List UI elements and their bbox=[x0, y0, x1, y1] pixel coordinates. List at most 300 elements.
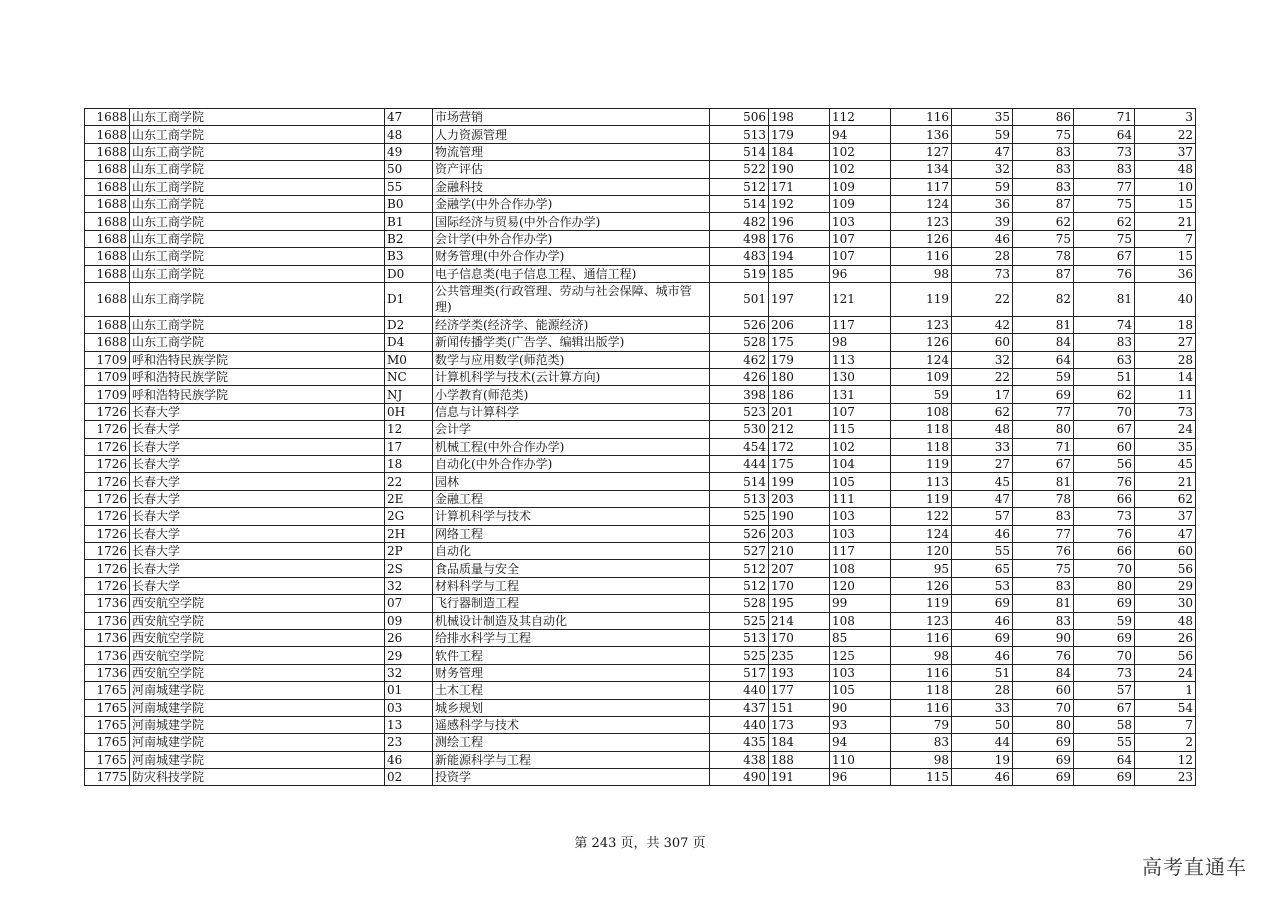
table-row bbox=[85, 386, 1196, 403]
cell-score-b: 109 bbox=[830, 178, 891, 195]
cell-score-total: 526 bbox=[710, 316, 769, 333]
cell-major-code: 07 bbox=[385, 595, 433, 612]
cell-score-e: 69 bbox=[1013, 386, 1074, 403]
cell-school-name: 山东工商学院 bbox=[130, 109, 385, 126]
cell-major-name: 自动化(中外合作办学) bbox=[433, 456, 710, 473]
cell-score-a: 203 bbox=[769, 490, 830, 507]
cell-score-total: 523 bbox=[710, 403, 769, 420]
cell-major-code: B1 bbox=[385, 213, 433, 230]
cell-major-name: 信息与计算科学 bbox=[433, 403, 710, 420]
cell-score-d: 69 bbox=[952, 629, 1013, 646]
table-row bbox=[85, 751, 1196, 768]
cell-score-e: 83 bbox=[1013, 577, 1074, 594]
cell-score-c: 123 bbox=[891, 213, 952, 230]
cell-major-code: 22 bbox=[385, 473, 433, 490]
cell-score-g: 12 bbox=[1135, 751, 1196, 768]
cell-major-code: D0 bbox=[385, 265, 433, 282]
cell-score-a: 193 bbox=[769, 664, 830, 681]
cell-score-e: 83 bbox=[1013, 161, 1074, 178]
table-row bbox=[85, 525, 1196, 542]
cell-score-f: 67 bbox=[1074, 421, 1135, 438]
cell-score-g: 48 bbox=[1135, 161, 1196, 178]
cell-school-code: 1688 bbox=[85, 195, 130, 212]
table-row bbox=[85, 126, 1196, 143]
cell-score-e: 76 bbox=[1013, 647, 1074, 664]
cell-score-f: 67 bbox=[1074, 248, 1135, 265]
table-row bbox=[85, 109, 1196, 126]
cell-score-c: 126 bbox=[891, 577, 952, 594]
cell-score-d: 46 bbox=[952, 647, 1013, 664]
cell-score-e: 78 bbox=[1013, 490, 1074, 507]
cell-score-a: 203 bbox=[769, 525, 830, 542]
cell-score-f: 75 bbox=[1074, 195, 1135, 212]
cell-score-e: 77 bbox=[1013, 403, 1074, 420]
cell-score-g: 18 bbox=[1135, 316, 1196, 333]
cell-score-b: 104 bbox=[830, 456, 891, 473]
cell-school-name: 河南城建学院 bbox=[130, 716, 385, 733]
cell-major-name: 遥感科学与技术 bbox=[433, 716, 710, 733]
cell-major-code: NC bbox=[385, 369, 433, 386]
cell-score-a: 175 bbox=[769, 334, 830, 351]
cell-score-total: 440 bbox=[710, 716, 769, 733]
cell-score-a: 186 bbox=[769, 386, 830, 403]
cell-score-f: 80 bbox=[1074, 577, 1135, 594]
cell-score-d: 22 bbox=[952, 369, 1013, 386]
cell-school-name: 呼和浩特民族学院 bbox=[130, 386, 385, 403]
cell-score-g: 36 bbox=[1135, 265, 1196, 282]
cell-score-c: 124 bbox=[891, 525, 952, 542]
cell-school-code: 1688 bbox=[85, 178, 130, 195]
cell-score-f: 64 bbox=[1074, 751, 1135, 768]
cell-major-name: 会计学(中外合作办学) bbox=[433, 230, 710, 247]
admission-score-table bbox=[84, 108, 1196, 786]
cell-score-e: 86 bbox=[1013, 109, 1074, 126]
cell-score-d: 32 bbox=[952, 161, 1013, 178]
cell-major-code: 2G bbox=[385, 508, 433, 525]
cell-school-name: 西安航空学院 bbox=[130, 647, 385, 664]
cell-major-name: 园林 bbox=[433, 473, 710, 490]
cell-score-e: 59 bbox=[1013, 369, 1074, 386]
cell-score-d: 28 bbox=[952, 682, 1013, 699]
cell-school-name: 长春大学 bbox=[130, 577, 385, 594]
table-row bbox=[85, 334, 1196, 351]
cell-score-total: 519 bbox=[710, 265, 769, 282]
table-row bbox=[85, 421, 1196, 438]
cell-score-d: 22 bbox=[952, 282, 1013, 316]
cell-score-f: 76 bbox=[1074, 525, 1135, 542]
cell-school-name: 山东工商学院 bbox=[130, 248, 385, 265]
cell-major-code: 48 bbox=[385, 126, 433, 143]
cell-score-g: 45 bbox=[1135, 456, 1196, 473]
cell-score-total: 444 bbox=[710, 456, 769, 473]
cell-score-a: 201 bbox=[769, 403, 830, 420]
cell-score-a: 197 bbox=[769, 282, 830, 316]
cell-school-name: 呼和浩特民族学院 bbox=[130, 369, 385, 386]
cell-score-f: 67 bbox=[1074, 699, 1135, 716]
cell-score-e: 77 bbox=[1013, 525, 1074, 542]
cell-score-d: 65 bbox=[952, 560, 1013, 577]
table-row bbox=[85, 490, 1196, 507]
cell-score-total: 526 bbox=[710, 525, 769, 542]
cell-score-total: 513 bbox=[710, 126, 769, 143]
cell-school-name: 河南城建学院 bbox=[130, 751, 385, 768]
cell-score-total: 514 bbox=[710, 195, 769, 212]
cell-score-total: 426 bbox=[710, 369, 769, 386]
cell-score-c: 115 bbox=[891, 769, 952, 786]
cell-score-d: 39 bbox=[952, 213, 1013, 230]
cell-score-g: 7 bbox=[1135, 716, 1196, 733]
cell-school-code: 1688 bbox=[85, 334, 130, 351]
cell-score-a: 177 bbox=[769, 682, 830, 699]
cell-score-e: 69 bbox=[1013, 769, 1074, 786]
cell-school-name: 山东工商学院 bbox=[130, 143, 385, 160]
table-row bbox=[85, 403, 1196, 420]
cell-score-g: 37 bbox=[1135, 508, 1196, 525]
table-row bbox=[85, 560, 1196, 577]
cell-major-name: 财务管理 bbox=[433, 664, 710, 681]
cell-score-d: 62 bbox=[952, 403, 1013, 420]
cell-score-b: 103 bbox=[830, 664, 891, 681]
cell-score-b: 110 bbox=[830, 751, 891, 768]
cell-score-b: 111 bbox=[830, 490, 891, 507]
cell-major-name: 软件工程 bbox=[433, 647, 710, 664]
cell-score-total: 398 bbox=[710, 386, 769, 403]
cell-score-d: 33 bbox=[952, 438, 1013, 455]
cell-score-f: 58 bbox=[1074, 716, 1135, 733]
cell-school-code: 1736 bbox=[85, 664, 130, 681]
table-body bbox=[85, 109, 1196, 786]
cell-score-f: 76 bbox=[1074, 265, 1135, 282]
cell-score-g: 21 bbox=[1135, 473, 1196, 490]
cell-score-b: 131 bbox=[830, 386, 891, 403]
cell-school-code: 1726 bbox=[85, 421, 130, 438]
cell-school-name: 山东工商学院 bbox=[130, 282, 385, 316]
cell-major-name: 会计学 bbox=[433, 421, 710, 438]
cell-score-e: 60 bbox=[1013, 682, 1074, 699]
cell-school-code: 1688 bbox=[85, 282, 130, 316]
table-row bbox=[85, 542, 1196, 559]
cell-score-e: 70 bbox=[1013, 699, 1074, 716]
cell-score-f: 60 bbox=[1074, 438, 1135, 455]
cell-school-name: 长春大学 bbox=[130, 542, 385, 559]
cell-score-g: 15 bbox=[1135, 195, 1196, 212]
cell-score-c: 109 bbox=[891, 369, 952, 386]
cell-major-name: 物流管理 bbox=[433, 143, 710, 160]
cell-score-d: 47 bbox=[952, 490, 1013, 507]
table-row bbox=[85, 351, 1196, 368]
cell-score-f: 69 bbox=[1074, 595, 1135, 612]
table-row bbox=[85, 213, 1196, 230]
cell-score-total: 435 bbox=[710, 734, 769, 751]
cell-major-code: 49 bbox=[385, 143, 433, 160]
cell-school-code: 1736 bbox=[85, 612, 130, 629]
cell-score-c: 98 bbox=[891, 647, 952, 664]
cell-score-g: 56 bbox=[1135, 647, 1196, 664]
cell-score-c: 113 bbox=[891, 473, 952, 490]
cell-major-name: 材料科学与工程 bbox=[433, 577, 710, 594]
cell-score-b: 108 bbox=[830, 612, 891, 629]
cell-score-e: 76 bbox=[1013, 542, 1074, 559]
cell-major-code: 18 bbox=[385, 456, 433, 473]
cell-score-d: 46 bbox=[952, 525, 1013, 542]
cell-school-name: 山东工商学院 bbox=[130, 334, 385, 351]
cell-score-g: 30 bbox=[1135, 595, 1196, 612]
cell-score-b: 102 bbox=[830, 143, 891, 160]
cell-score-d: 46 bbox=[952, 769, 1013, 786]
cell-score-e: 87 bbox=[1013, 195, 1074, 212]
cell-score-total: 506 bbox=[710, 109, 769, 126]
cell-major-name: 机械工程(中外合作办学) bbox=[433, 438, 710, 455]
cell-score-e: 78 bbox=[1013, 248, 1074, 265]
cell-score-total: 522 bbox=[710, 161, 769, 178]
cell-score-c: 119 bbox=[891, 490, 952, 507]
cell-score-c: 116 bbox=[891, 699, 952, 716]
cell-score-d: 44 bbox=[952, 734, 1013, 751]
cell-score-b: 103 bbox=[830, 213, 891, 230]
cell-school-code: 1726 bbox=[85, 525, 130, 542]
table-row bbox=[85, 595, 1196, 612]
cell-school-name: 西安航空学院 bbox=[130, 595, 385, 612]
cell-score-d: 42 bbox=[952, 316, 1013, 333]
cell-score-e: 83 bbox=[1013, 508, 1074, 525]
cell-score-g: 29 bbox=[1135, 577, 1196, 594]
cell-school-code: 1726 bbox=[85, 403, 130, 420]
cell-score-e: 81 bbox=[1013, 316, 1074, 333]
cell-score-b: 107 bbox=[830, 403, 891, 420]
cell-score-b: 102 bbox=[830, 161, 891, 178]
table-row bbox=[85, 682, 1196, 699]
cell-score-total: 512 bbox=[710, 178, 769, 195]
cell-score-f: 73 bbox=[1074, 508, 1135, 525]
cell-score-c: 124 bbox=[891, 351, 952, 368]
cell-score-c: 136 bbox=[891, 126, 952, 143]
cell-major-code: 26 bbox=[385, 629, 433, 646]
cell-major-name: 测绘工程 bbox=[433, 734, 710, 751]
cell-score-b: 107 bbox=[830, 230, 891, 247]
cell-score-d: 46 bbox=[952, 612, 1013, 629]
table-row bbox=[85, 664, 1196, 681]
cell-score-d: 53 bbox=[952, 577, 1013, 594]
cell-major-code: 50 bbox=[385, 161, 433, 178]
cell-score-c: 127 bbox=[891, 143, 952, 160]
cell-school-name: 河南城建学院 bbox=[130, 699, 385, 716]
cell-score-d: 59 bbox=[952, 126, 1013, 143]
cell-score-c: 118 bbox=[891, 682, 952, 699]
cell-major-code: 03 bbox=[385, 699, 433, 716]
cell-score-d: 45 bbox=[952, 473, 1013, 490]
cell-score-c: 59 bbox=[891, 386, 952, 403]
cell-score-a: 184 bbox=[769, 143, 830, 160]
cell-major-code: NJ bbox=[385, 386, 433, 403]
cell-score-a: 170 bbox=[769, 629, 830, 646]
cell-score-f: 83 bbox=[1074, 334, 1135, 351]
cell-score-total: 527 bbox=[710, 542, 769, 559]
cell-score-a: 194 bbox=[769, 248, 830, 265]
cell-score-total: 438 bbox=[710, 751, 769, 768]
cell-score-g: 14 bbox=[1135, 369, 1196, 386]
cell-score-g: 10 bbox=[1135, 178, 1196, 195]
cell-score-b: 120 bbox=[830, 577, 891, 594]
cell-major-name: 市场营销 bbox=[433, 109, 710, 126]
cell-score-a: 206 bbox=[769, 316, 830, 333]
cell-score-total: 512 bbox=[710, 577, 769, 594]
cell-score-f: 69 bbox=[1074, 629, 1135, 646]
cell-major-name: 金融学(中外合作办学) bbox=[433, 195, 710, 212]
cell-school-name: 山东工商学院 bbox=[130, 161, 385, 178]
cell-major-code: 2S bbox=[385, 560, 433, 577]
cell-score-c: 83 bbox=[891, 734, 952, 751]
cell-score-d: 69 bbox=[952, 595, 1013, 612]
cell-score-a: 190 bbox=[769, 508, 830, 525]
cell-school-code: 1709 bbox=[85, 386, 130, 403]
cell-score-g: 3 bbox=[1135, 109, 1196, 126]
cell-score-d: 46 bbox=[952, 230, 1013, 247]
cell-score-d: 48 bbox=[952, 421, 1013, 438]
cell-school-name: 长春大学 bbox=[130, 525, 385, 542]
cell-score-b: 109 bbox=[830, 195, 891, 212]
cell-major-name: 网络工程 bbox=[433, 525, 710, 542]
cell-score-f: 73 bbox=[1074, 143, 1135, 160]
cell-score-e: 75 bbox=[1013, 560, 1074, 577]
cell-school-name: 山东工商学院 bbox=[130, 178, 385, 195]
cell-score-a: 210 bbox=[769, 542, 830, 559]
cell-score-c: 118 bbox=[891, 438, 952, 455]
cell-score-total: 440 bbox=[710, 682, 769, 699]
cell-major-code: 2H bbox=[385, 525, 433, 542]
cell-score-b: 94 bbox=[830, 734, 891, 751]
cell-score-g: 54 bbox=[1135, 699, 1196, 716]
cell-score-f: 66 bbox=[1074, 490, 1135, 507]
cell-score-c: 123 bbox=[891, 316, 952, 333]
table-row bbox=[85, 734, 1196, 751]
cell-major-code: 2E bbox=[385, 490, 433, 507]
cell-score-a: 179 bbox=[769, 126, 830, 143]
cell-score-b: 107 bbox=[830, 248, 891, 265]
cell-score-e: 62 bbox=[1013, 213, 1074, 230]
cell-major-name: 土木工程 bbox=[433, 682, 710, 699]
cell-score-f: 63 bbox=[1074, 351, 1135, 368]
cell-score-a: 199 bbox=[769, 473, 830, 490]
cell-score-a: 235 bbox=[769, 647, 830, 664]
cell-score-f: 71 bbox=[1074, 109, 1135, 126]
cell-score-e: 87 bbox=[1013, 265, 1074, 282]
cell-major-name: 数学与应用数学(师范类) bbox=[433, 351, 710, 368]
cell-score-g: 27 bbox=[1135, 334, 1196, 351]
cell-score-b: 98 bbox=[830, 334, 891, 351]
cell-score-a: 175 bbox=[769, 456, 830, 473]
cell-score-total: 525 bbox=[710, 508, 769, 525]
cell-score-f: 76 bbox=[1074, 473, 1135, 490]
cell-major-code: 32 bbox=[385, 577, 433, 594]
cell-school-code: 1765 bbox=[85, 751, 130, 768]
cell-score-f: 70 bbox=[1074, 647, 1135, 664]
cell-score-b: 90 bbox=[830, 699, 891, 716]
cell-score-g: 35 bbox=[1135, 438, 1196, 455]
cell-school-code: 1726 bbox=[85, 456, 130, 473]
cell-score-e: 81 bbox=[1013, 473, 1074, 490]
cell-score-d: 19 bbox=[952, 751, 1013, 768]
cell-score-c: 116 bbox=[891, 248, 952, 265]
cell-school-code: 1765 bbox=[85, 716, 130, 733]
cell-major-code: B2 bbox=[385, 230, 433, 247]
cell-school-code: 1688 bbox=[85, 316, 130, 333]
cell-score-g: 60 bbox=[1135, 542, 1196, 559]
cell-score-a: 188 bbox=[769, 751, 830, 768]
cell-score-a: 198 bbox=[769, 109, 830, 126]
cell-school-code: 1688 bbox=[85, 213, 130, 230]
cell-score-a: 171 bbox=[769, 178, 830, 195]
cell-school-name: 长春大学 bbox=[130, 456, 385, 473]
cell-score-e: 83 bbox=[1013, 178, 1074, 195]
table-row bbox=[85, 612, 1196, 629]
cell-score-e: 84 bbox=[1013, 334, 1074, 351]
cell-score-total: 513 bbox=[710, 629, 769, 646]
cell-score-e: 83 bbox=[1013, 612, 1074, 629]
cell-school-name: 山东工商学院 bbox=[130, 213, 385, 230]
cell-score-a: 170 bbox=[769, 577, 830, 594]
cell-score-total: 483 bbox=[710, 248, 769, 265]
cell-school-name: 长春大学 bbox=[130, 508, 385, 525]
cell-score-a: 151 bbox=[769, 699, 830, 716]
cell-score-d: 47 bbox=[952, 143, 1013, 160]
table-row bbox=[85, 143, 1196, 160]
cell-score-b: 93 bbox=[830, 716, 891, 733]
cell-school-name: 山东工商学院 bbox=[130, 195, 385, 212]
cell-major-name: 电子信息类(电子信息工程、通信工程) bbox=[433, 265, 710, 282]
cell-score-b: 105 bbox=[830, 682, 891, 699]
cell-score-b: 121 bbox=[830, 282, 891, 316]
cell-score-e: 67 bbox=[1013, 456, 1074, 473]
cell-score-total: 514 bbox=[710, 473, 769, 490]
cell-score-f: 62 bbox=[1074, 213, 1135, 230]
cell-score-f: 70 bbox=[1074, 403, 1135, 420]
cell-score-total: 490 bbox=[710, 769, 769, 786]
cell-score-d: 35 bbox=[952, 109, 1013, 126]
cell-score-b: 108 bbox=[830, 560, 891, 577]
cell-school-code: 1726 bbox=[85, 560, 130, 577]
cell-score-g: 23 bbox=[1135, 769, 1196, 786]
cell-score-g: 48 bbox=[1135, 612, 1196, 629]
cell-score-total: 528 bbox=[710, 595, 769, 612]
cell-major-name: 小学教育(师范类) bbox=[433, 386, 710, 403]
cell-score-d: 50 bbox=[952, 716, 1013, 733]
cell-score-total: 512 bbox=[710, 560, 769, 577]
cell-score-d: 60 bbox=[952, 334, 1013, 351]
cell-major-code: 55 bbox=[385, 178, 433, 195]
cell-school-code: 1726 bbox=[85, 508, 130, 525]
cell-school-code: 1765 bbox=[85, 734, 130, 751]
cell-major-name: 资产评估 bbox=[433, 161, 710, 178]
cell-major-code: 46 bbox=[385, 751, 433, 768]
cell-score-e: 84 bbox=[1013, 664, 1074, 681]
cell-score-d: 51 bbox=[952, 664, 1013, 681]
cell-major-name: 投资学 bbox=[433, 769, 710, 786]
cell-major-code: B0 bbox=[385, 195, 433, 212]
table-row bbox=[85, 248, 1196, 265]
cell-score-f: 77 bbox=[1074, 178, 1135, 195]
table-row bbox=[85, 178, 1196, 195]
cell-score-f: 57 bbox=[1074, 682, 1135, 699]
cell-major-code: 09 bbox=[385, 612, 433, 629]
cell-major-code: 2P bbox=[385, 542, 433, 559]
table-row bbox=[85, 629, 1196, 646]
cell-school-code: 1726 bbox=[85, 490, 130, 507]
cell-score-total: 498 bbox=[710, 230, 769, 247]
cell-score-e: 90 bbox=[1013, 629, 1074, 646]
table-row bbox=[85, 438, 1196, 455]
cell-score-total: 514 bbox=[710, 143, 769, 160]
cell-score-e: 71 bbox=[1013, 438, 1074, 455]
